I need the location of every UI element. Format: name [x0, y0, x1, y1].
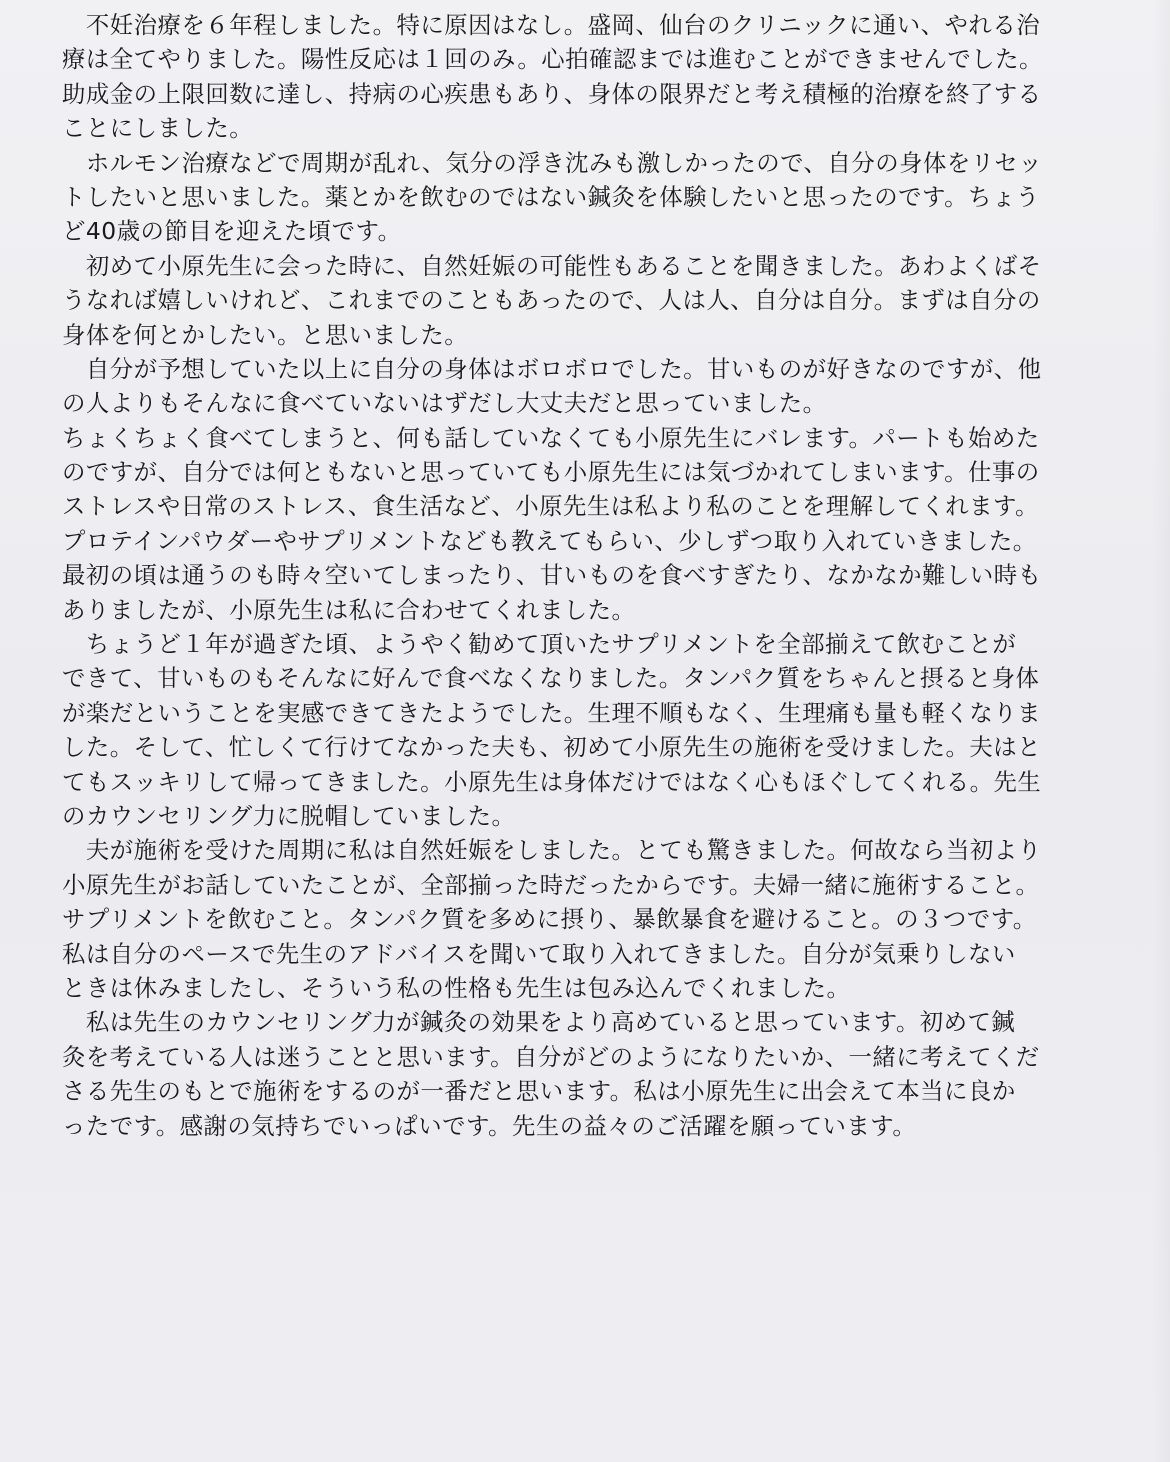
text-line: てもスッキリして帰ってきました。小原先生は身体だけではなく心もほぐしてくれる。先生 — [62, 767, 1042, 796]
text-line: さる先生のもとで施術をするのが一番だと思います。私は小原先生に出会えて本当に良か — [62, 1077, 1016, 1106]
text-line: サプリメントを飲むこと。タンパク質を多めに摂り、暴飲暴食を避けること。の３つです。 — [62, 905, 1037, 934]
text-line: ど40歳の節目を迎えた頃です。 — [62, 217, 402, 246]
text-line: ちょくちょく食べてしまうと、何も話していなくても小原先生にバレます。パートも始めた — [62, 423, 1040, 452]
text-line: のですが、自分では何ともないと思っていても小原先生には気づかれてしまいます。仕事の — [62, 458, 1040, 487]
text-line: ことにしました。 — [62, 114, 254, 143]
text-line: 自分が予想していた以上に自分の身体はボロボロでした。甘いものが好きなのですが、他 — [62, 354, 1042, 383]
text-line: した。そして、忙しくて行けてなかった夫も、初めて小原先生の施術を受けました。夫はと — [62, 733, 1042, 762]
text-line: ホルモン治療などで周期が乱れ、気分の浮き沈みも激しかったので、自分の身体をリセッ — [62, 148, 1043, 177]
text-line: ときは休みましたし、そういう私の性格も先生は包み込んでくれました。 — [62, 973, 851, 1002]
text-line: 初めて小原先生に会った時に、自然妊娠の可能性もあることを聞きました。あわよくばそ — [62, 251, 1042, 280]
text-line: 身体を何とかしたい。と思いました。 — [62, 320, 469, 349]
text-line: 小原先生がお話していたことが、全部揃った時だったからです。夫婦一緒に施術すること。 — [62, 870, 1040, 899]
text-line: 最初の頃は通うのも時々空いてしまったり、甘いものを食べすぎたり、なかなか難しい時も — [62, 561, 1042, 590]
text-line: のカウンセリング力に脱帽していました。 — [62, 801, 516, 830]
text-line: 私は自分のペースで先生のアドバイスを聞いて取り入れてきました。自分が気乗りしない — [62, 939, 1016, 968]
text-line: プロテインパウダーやサプリメントなども教えてもらい、少しずつ取り入れていきました。 — [62, 526, 1037, 555]
text-line: 灸を考えている人は迷うことと思います。自分がどのようになりたいか、一緒に考えてくだ — [62, 1042, 1040, 1071]
text-line: ったです。感謝の気持ちでいっぱいです。先生の益々のご活躍を願っています。 — [62, 1111, 917, 1140]
text-line: トしたいと思いました。薬とかを飲むのではない鍼灸を体験したいと思ったのです。ちょう — [62, 182, 1040, 211]
text-line: ちょうど１年が過ぎた頃、ようやく勧めて頂いたサプリメントを全部揃えて飲むことが — [62, 630, 1017, 659]
text-line: 私は先生のカウンセリング力が鍼灸の効果をより高めていると思っています。初めて鍼 — [62, 1008, 1016, 1037]
text-line: 夫が施術を受けた周期に私は自然妊娠をしました。とても驚きました。何故なら当初より — [62, 836, 1042, 865]
testimonial-text-block — [62, 8, 1100, 1143]
text-line: うなれば嬉しいけれど、これまでのこともあったので、人は人、自分は自分。まずは自分の — [62, 286, 1041, 315]
text-line: ストレスや日常のストレス、食生活など、小原先生は私より私のことを理解してくれます。 — [62, 492, 1039, 521]
text-line: の人よりもそんなに食べていないはずだし大丈夫だと思っていました。 — [62, 389, 827, 418]
text-line: 療は全てやりました。陽性反応は１回のみ。心拍確認までは進むことができませんでした。 — [62, 45, 1043, 74]
text-line: ありましたが、小原先生は私に合わせてくれました。 — [62, 595, 636, 624]
scan-edge-shadow — [1152, 0, 1170, 1462]
text-line: できて、甘いものもそんなに好んで食べなくなりました。タンパク質をちゃんと摂ると身体 — [62, 664, 1040, 693]
text-line: 不妊治療を６年程しました。特に原因はなし。盛岡、仙台のクリニックに通い、やれる治 — [62, 11, 1041, 39]
text-line: が楽だということを実感できてきたようでした。生理不順もなく、生理痛も量も軽くなりま — [62, 698, 1042, 727]
text-line: 助成金の上限回数に達し、持病の心疾患もあり、身体の限界だと考え積極的治療を終了する — [62, 79, 1042, 108]
